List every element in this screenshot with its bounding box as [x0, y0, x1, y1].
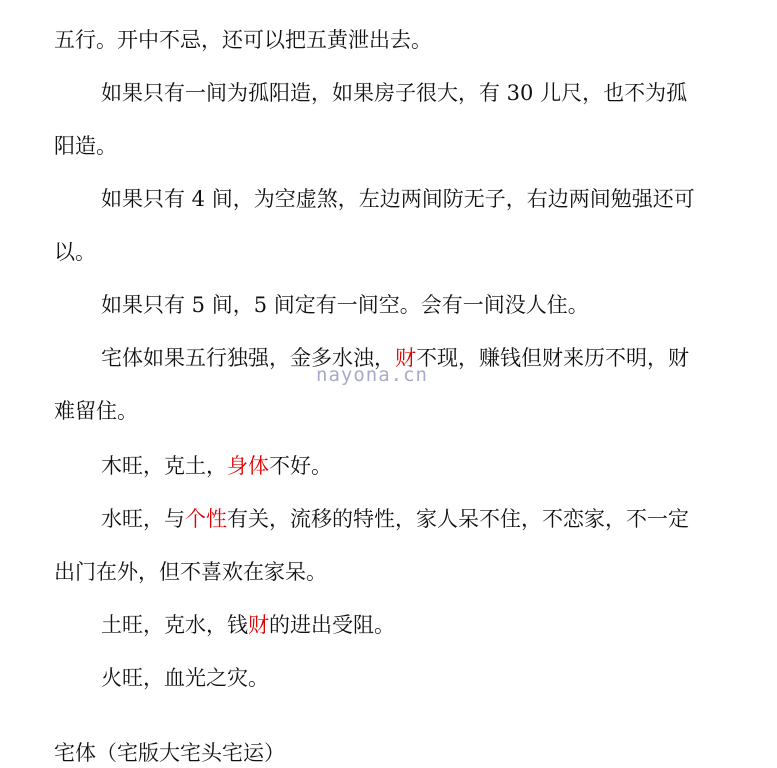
- text-segment: 的进出受阻。: [269, 613, 395, 637]
- text-line: [0, 396, 777, 426]
- text-line: [0, 184, 777, 214]
- text-segment: 以。: [54, 240, 96, 264]
- text-segment: 如果只有一间为孤阳造，如果房子很大，有 30 儿尺，也不为孤: [101, 81, 688, 105]
- text-line: [0, 451, 777, 481]
- text-segment: 难留住。: [54, 399, 138, 423]
- text-segment: 不现，赚钱但财来历不明，财: [416, 346, 689, 370]
- text-segment: 水旺，与: [101, 507, 185, 531]
- cut-off-line: 宅体（宅版大宅头宅运）: [54, 741, 285, 765]
- highlight-text: 身体: [227, 454, 269, 478]
- text-line: [0, 557, 777, 587]
- text-segment: 五行。开中不忌，还可以把五黄泄出去。: [54, 28, 432, 52]
- text-line: [0, 504, 777, 534]
- text-line: [0, 131, 777, 161]
- text-segment: 阳造。: [54, 134, 117, 158]
- text-line: [0, 663, 777, 693]
- highlight-text: 财: [395, 346, 416, 370]
- highlight-text: 财: [248, 613, 269, 637]
- text-segment: 如果只有 5 间，5 间定有一间空。会有一间没人住。: [101, 293, 589, 317]
- text-line: [0, 610, 777, 640]
- text-segment: 土旺，克水，钱: [101, 613, 248, 637]
- highlight-text: 个性: [185, 507, 227, 531]
- text-segment: 不好。: [269, 454, 332, 478]
- text-segment: 如果只有 4 间，为空虚煞，左边两间防无子，右边两间勉强还可: [101, 187, 695, 211]
- watermark: nayona.cn: [316, 364, 428, 386]
- text-line: [0, 78, 777, 108]
- text-line: [0, 290, 777, 320]
- text-segment: 宅体如果五行独强，金多水浊，: [101, 346, 395, 370]
- text-segment: 有关，流移的特性，家人呆不住，不恋家，不一定: [227, 507, 689, 531]
- text-segment: 木旺，克土，: [101, 454, 227, 478]
- text-segment: 火旺，血光之灾。: [101, 666, 269, 690]
- text-segment: 出门在外，但不喜欢在家呆。: [54, 560, 327, 584]
- text-line: [0, 25, 777, 55]
- text-line: [0, 237, 777, 267]
